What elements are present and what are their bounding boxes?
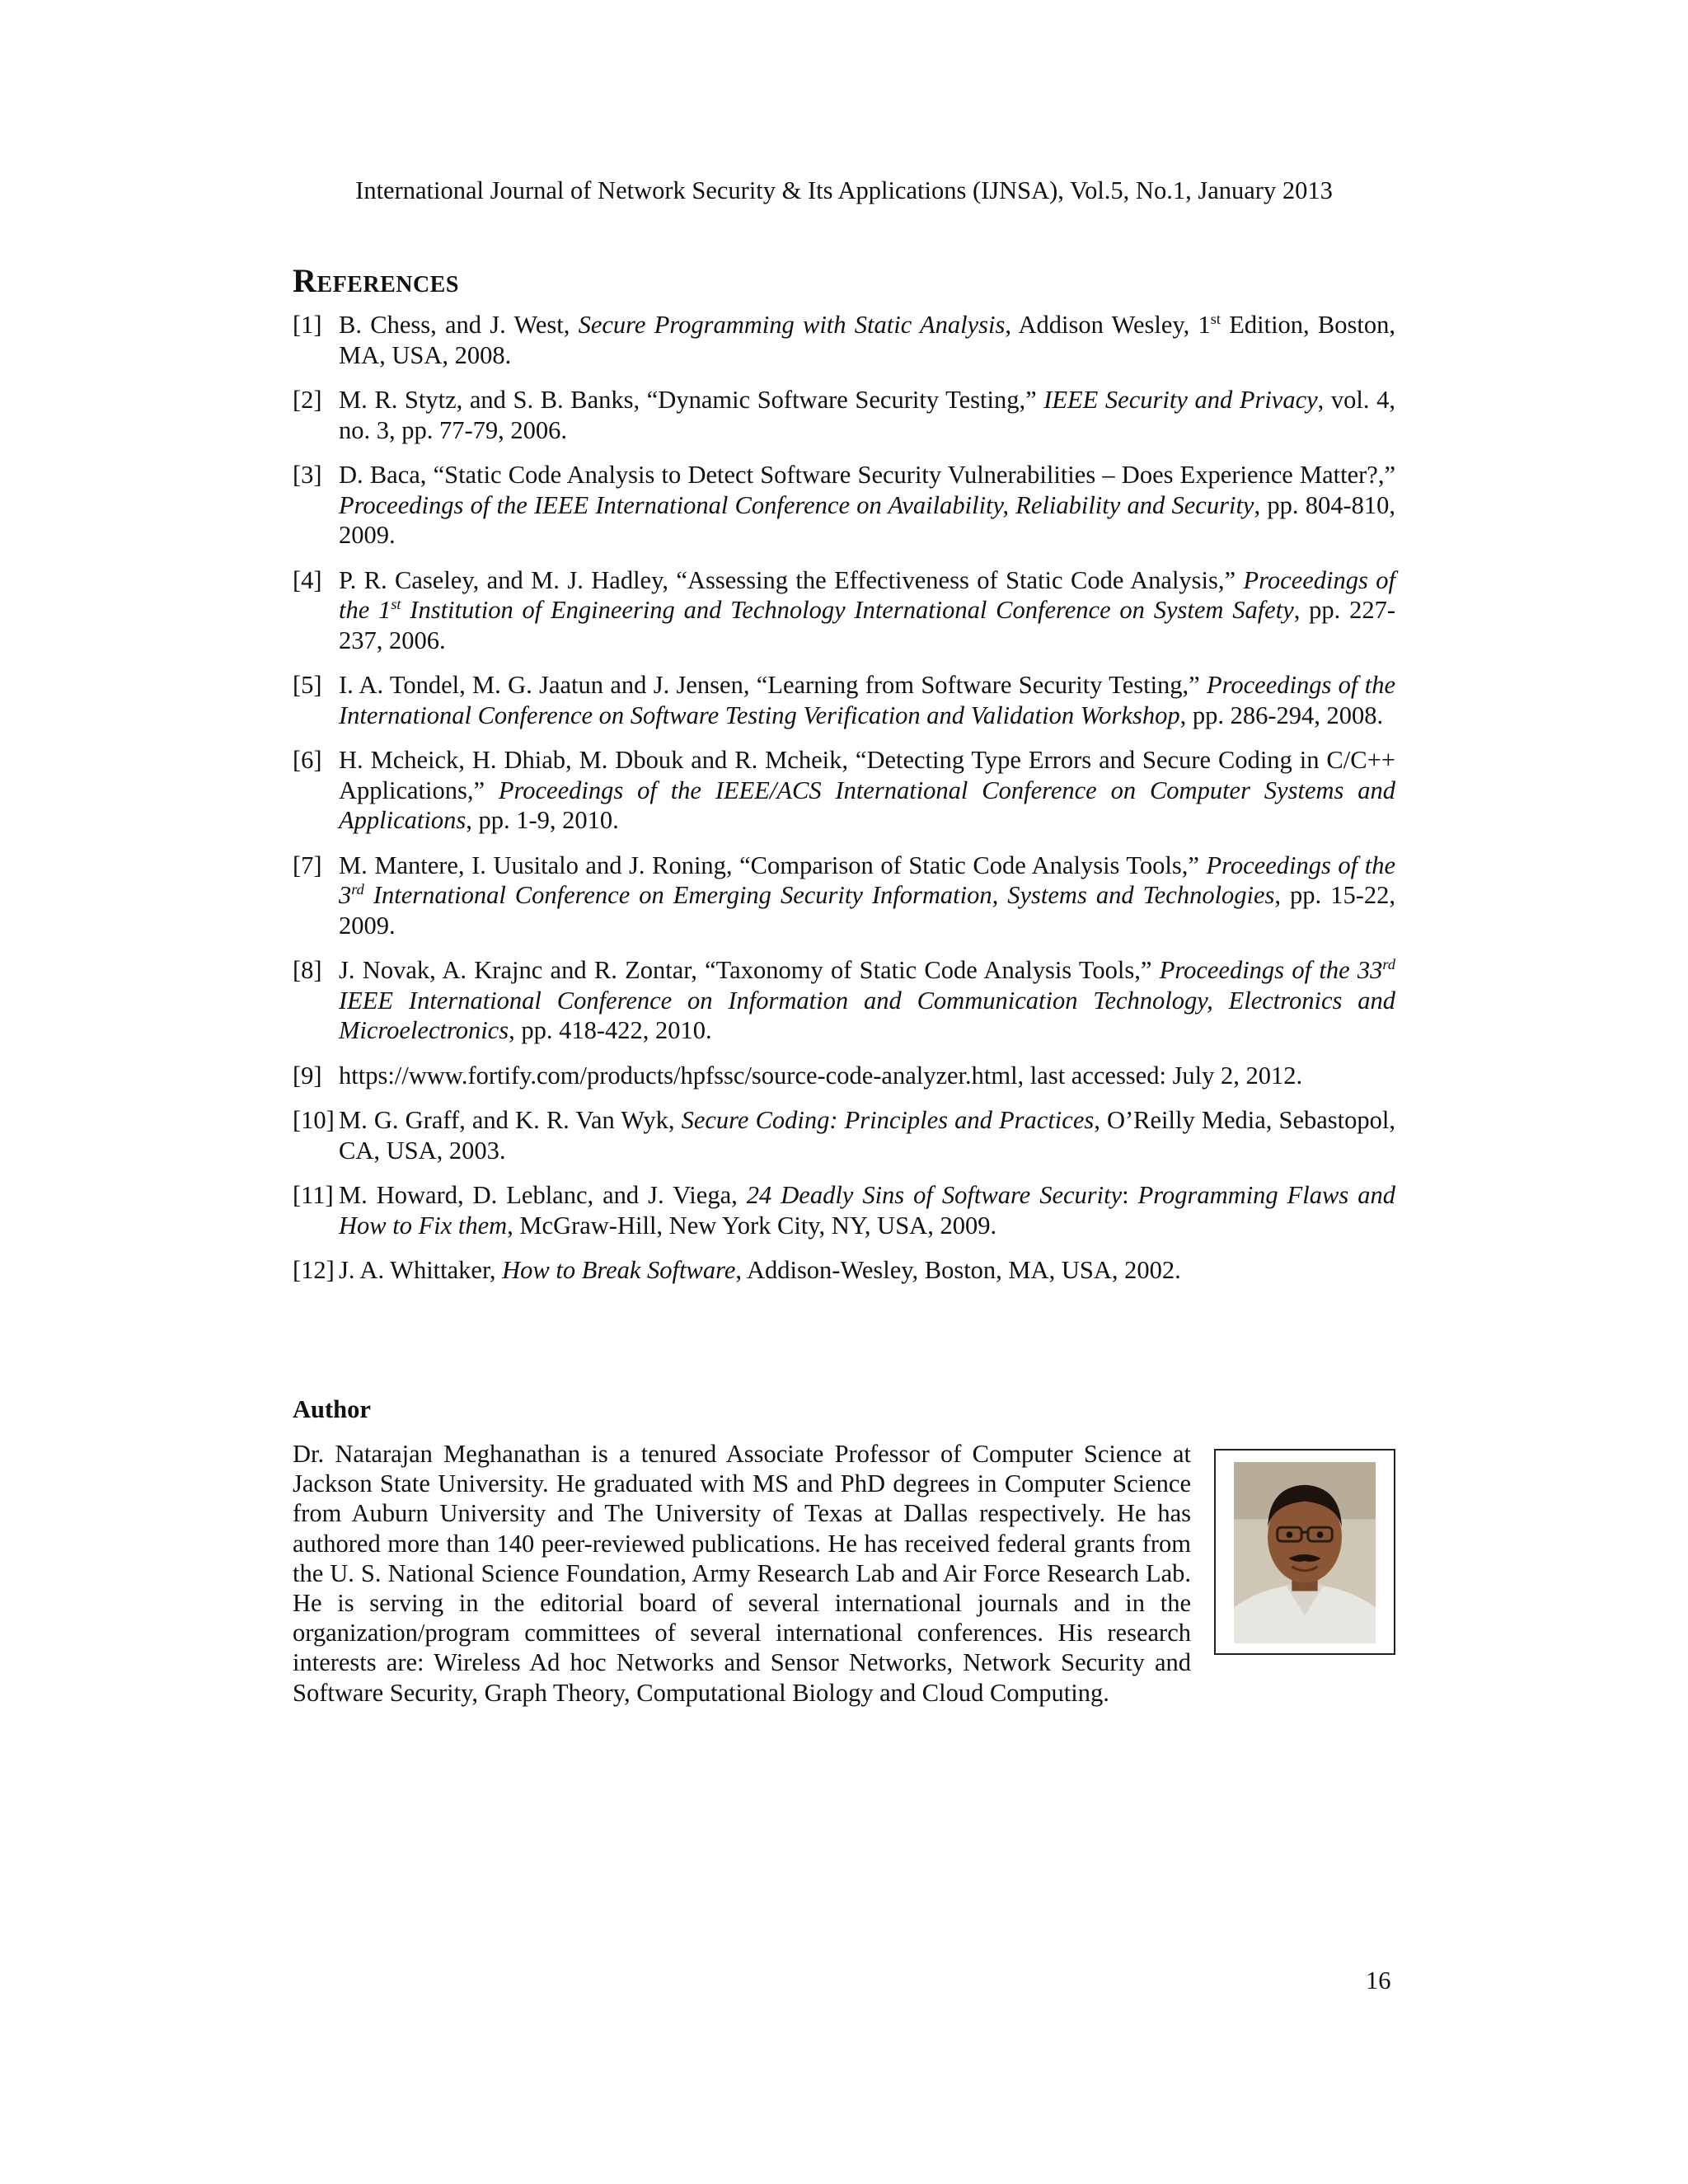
reference-item — [293, 670, 1395, 730]
reference-italic-segment: Proceedings of the IEEE/ACS International Conference on Computer Systems and Applications — [339, 776, 1395, 834]
reference-number: [1] — [293, 311, 322, 339]
reference-item — [293, 385, 1395, 445]
reference-italic-segment: IEEE International Conference on Information and Communication Technology, Electronics and Microelectronics — [339, 986, 1395, 1044]
reference-italic-segment: How to Break Software — [502, 1256, 736, 1284]
reference-segment: , pp. 418-422, 2010. — [509, 1016, 712, 1044]
reference-segment: , vol. 4, no. 3, pp. 77-79, 2006. — [339, 386, 1395, 444]
reference-text — [339, 851, 1395, 941]
reference-superscript: st — [391, 595, 401, 612]
reference-text — [339, 460, 1395, 551]
reference-number: [7] — [293, 851, 322, 879]
reference-item — [293, 745, 1395, 836]
reference-text — [339, 1105, 1395, 1165]
reference-segment: : — [1122, 1181, 1138, 1209]
reference-item — [293, 1105, 1395, 1165]
reference-segment: J. Novak, A. Krajnc and R. Zontar, “Taxonomy of Static Code Analysis Tools,” — [339, 956, 1160, 984]
reference-segment: H. Mcheick, H. Dhiab, M. Dbouk and R. Mcheik, “Detecting Type Errors and Secure Coding in C/C++ Applications,” — [339, 746, 1395, 804]
author-heading: Author — [293, 1395, 371, 1423]
reference-superscript: rd — [1382, 955, 1395, 972]
reference-item — [293, 1255, 1395, 1286]
reference-number: [6] — [293, 746, 322, 774]
references-heading: References — [293, 262, 459, 299]
reference-italic-segment: Proceedings of the 1 — [339, 565, 1395, 624]
reference-text — [339, 385, 1395, 445]
reference-number: [8] — [293, 956, 322, 984]
reference-superscript: st — [1210, 310, 1221, 327]
reference-italic-segment: IEEE Security and Privacy — [1043, 386, 1318, 414]
reference-item — [293, 955, 1395, 1046]
reference-item — [293, 1061, 1395, 1091]
reference-number: [3] — [293, 461, 322, 489]
reference-number: [5] — [293, 671, 322, 699]
reference-segment: , Addison-Wesley, Boston, MA, USA, 2002. — [735, 1256, 1181, 1284]
running-header: International Journal of Network Security & Its Applications (IJNSA), Vol.5, No.1, January 2013 — [355, 176, 1333, 204]
reference-segment: J. A. Whittaker, — [339, 1256, 503, 1284]
reference-number: [10] — [293, 1106, 335, 1134]
reference-italic-segment: Programming Flaws and How to Fix them — [339, 1181, 1395, 1240]
reference-segment: , pp. 286-294, 2008. — [1179, 701, 1384, 729]
reference-item — [293, 1180, 1395, 1240]
author-section — [293, 1439, 1395, 1708]
reference-italic-segment: Secure Coding: Principles and Practices — [681, 1106, 1095, 1134]
reference-italic-segment: International Conference on Emerging Security Information, Systems and Technologies — [363, 881, 1275, 909]
reference-text — [339, 955, 1395, 1046]
author-portrait-image — [1234, 1462, 1376, 1643]
reference-segment: , McGraw-Hill, New York City, NY, USA, 2009. — [507, 1211, 997, 1240]
reference-text — [339, 1061, 1395, 1091]
reference-segment: , pp. 15-22, 2009. — [339, 881, 1395, 940]
author-photo — [1214, 1449, 1395, 1655]
reference-segment: M. Mantere, I. Uusitalo and J. Roning, “Comparison of Static Code Analysis Tools,” — [339, 851, 1207, 879]
reference-segment: , pp. 804-810, 2009. — [339, 490, 1395, 549]
reference-italic-segment: Secure Programming with Static Analysis — [578, 311, 1006, 339]
author-bio: Dr. Natarajan Meghanathan is a tenured Associate Professor of Computer Science at Jackson State University. He graduated with MS and PhD degrees in Computer Science from Auburn University and The University of Texas at Dallas respectively. He has authored more than 140 peer-reviewed publications. He has received federal grants from the U. S. National Science Foundation, Army Research Lab and Air Force Research Lab. He is serving in the editorial board of several international journals and in the organization/program committees of several international conferences. His research interests are: Wireless Ad hoc Networks and Sensor Networks, Network Security and Software Security, Graph Theory, Computational Biology and Cloud Computing. — [293, 1440, 1191, 1707]
reference-text — [339, 670, 1395, 730]
reference-number: [9] — [293, 1061, 322, 1090]
reference-text — [339, 310, 1395, 370]
reference-segment: I. A. Tondel, M. G. Jaatun and J. Jensen, “Learning from Software Security Testing,” — [339, 671, 1207, 699]
reference-segment: , Addison Wesley, 1 — [1005, 311, 1211, 339]
page-number: 16 — [1366, 1966, 1391, 1994]
reference-number: [4] — [293, 565, 322, 594]
reference-list — [293, 310, 1395, 1301]
reference-superscript: rd — [351, 880, 364, 898]
reference-text — [339, 1180, 1395, 1240]
reference-segment: M. R. Stytz, and S. B. Banks, “Dynamic Software Security Testing,” — [339, 386, 1044, 414]
reference-segment: , pp. 1-9, 2010. — [466, 806, 619, 834]
reference-number: [2] — [293, 386, 322, 414]
reference-italic-segment: Proceedings of the International Conference on Software Testing Verification and Validation Workshop — [339, 671, 1395, 729]
reference-item — [293, 310, 1395, 370]
reference-segment: M. G. Graff, and K. R. Van Wyk, — [339, 1106, 682, 1134]
reference-segment: , O’Reilly Media, Sebastopol, CA, USA, 2003. — [339, 1106, 1395, 1165]
reference-segment: B. Chess, and J. West, — [339, 311, 579, 339]
reference-italic-segment: Proceedings of the IEEE International Conference on Availability, Reliability and Security — [339, 490, 1254, 519]
reference-italic-segment: Proceedings of the 33 — [1159, 956, 1383, 984]
reference-segment: https://www.fortify.com/products/hpfssc/source-code-analyzer.html, last accessed: July 2, 2012. — [339, 1061, 1303, 1090]
reference-number: [11] — [293, 1181, 334, 1209]
reference-item — [293, 851, 1395, 941]
reference-italic-segment: Proceedings of the 3 — [339, 851, 1395, 909]
reference-segment: Edition, Boston, MA, USA, 2008. — [339, 311, 1395, 369]
reference-segment: D. Baca, “Static Code Analysis to Detect Software Security Vulnerabilities – Does Experience Matter?,” — [339, 461, 1395, 489]
reference-italic-segment: Institution of Engineering and Technology International Conference on System Safety — [401, 596, 1294, 624]
reference-segment: P. R. Caseley, and M. J. Hadley, “Assessing the Effectiveness of Static Code Analysis,” — [339, 565, 1244, 594]
reference-number: [12] — [293, 1256, 335, 1284]
reference-segment: , pp. 227-237, 2006. — [339, 596, 1395, 654]
reference-text — [339, 565, 1395, 656]
reference-text — [339, 745, 1395, 836]
reference-item — [293, 460, 1395, 551]
reference-italic-segment: 24 Deadly Sins of Software Security — [746, 1181, 1123, 1209]
reference-item — [293, 565, 1395, 656]
reference-segment: M. Howard, D. Leblanc, and J. Viega, — [339, 1181, 747, 1209]
reference-text — [339, 1255, 1395, 1286]
